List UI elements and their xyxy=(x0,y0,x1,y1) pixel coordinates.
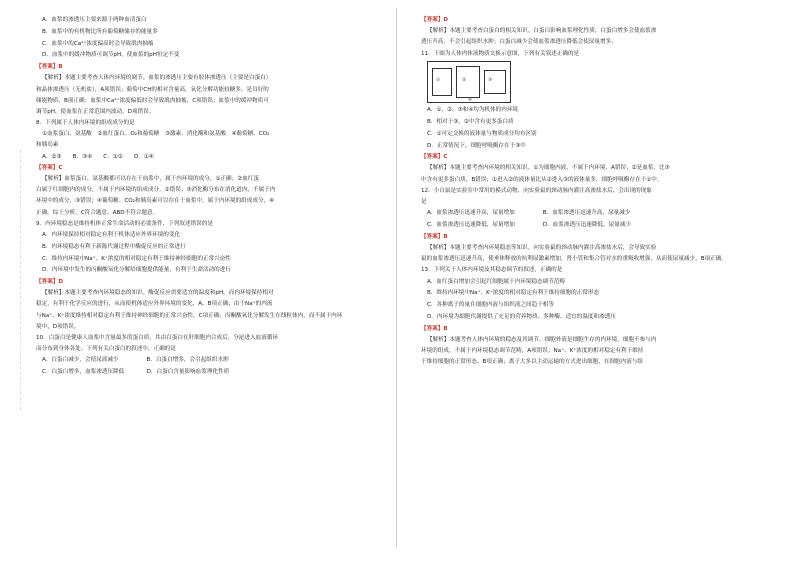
body-fluid-exchange-diagram xyxy=(427,61,511,103)
text-line: 【解析】血浆蛋白、氨基酸都可以存在于血浆中，属于内环境的成分，①正确；②血红蛋 xyxy=(42,176,259,182)
text-line: 和晶体渗透压（无机盐），A项错误；葡萄中CH的相对含量高，氧化分解功能较糖多，是良好的 xyxy=(36,86,269,93)
diagram-label: ① xyxy=(436,78,441,84)
text-line: 与Na⁺、K⁺浓度维持相对稳定有利于维持神经细胞的正常兴奋性，C项正确；丙酮酸氧化分解发生在线粒体内，而不属于内环 xyxy=(36,312,343,319)
choice-option: A．血浆渗透压迅速升高，尿量增加 B．血浆渗透压迅速升高，尿量减少 xyxy=(427,210,631,217)
text-line: 11．下图为人体内体液物质交换示意图，下列有关叙述正确的是 xyxy=(421,50,580,57)
text-line: 稳定，有利于化学反应的进行，从而使机体适应外界环境的变化，A、B项正确；由于Na⁺的内流 xyxy=(36,301,273,308)
choice-option: A．①、②、③和④均为机体的内环境 xyxy=(427,107,519,114)
answer-label: 【答案】D xyxy=(421,17,449,23)
choice-option: A．血浆的渗透压主要来源于两种血清蛋白 xyxy=(42,17,147,23)
text-line: 而分布到身体各处。下列有关白蛋白的叙述中，正确的是 xyxy=(36,346,176,353)
answer-label: 【答案】C xyxy=(36,164,63,171)
diagram-box xyxy=(456,66,480,98)
answer-label: 【答案】B xyxy=(36,64,63,71)
text-line: 和胰岛素 xyxy=(36,142,59,149)
choice-option: C．①可定交换的液体量与物质成分均有区别 xyxy=(427,130,537,137)
left-column xyxy=(36,16,366,380)
answer-label: 【答案】C xyxy=(421,154,448,161)
diagram-label: ② xyxy=(462,78,467,84)
choice-option: B．相对于③，②中含有更多蛋白质 xyxy=(427,118,514,125)
text-line: 白属于红细胞内的成分，不属于内环境的组成成分，②错误；③消化酶分布在消化道内，不属于内 xyxy=(36,187,276,194)
text-line: ①血浆蛋白、氨基酸 ②血红蛋白、O₂和葡萄糖 ③激素、消化酶和氨基酸 ④葡萄糖、CO₂ xyxy=(42,131,270,138)
answer-label: 【答案】B xyxy=(421,233,448,240)
answer-label: 【答案】B xyxy=(421,325,448,332)
choice-option: D．正常情况下，细胞呼吸酶存在于③中 xyxy=(427,142,526,149)
text-line: 【解析】本题主要考查白蛋白的相关知识。白蛋白影响血浆理化性质，白蛋白增多会使血浆渗 xyxy=(427,28,657,35)
text-line: 透压升高，不会引起组织水肿；白蛋白减少会使血浆渗透压降低会使尿量增多。 xyxy=(421,39,617,46)
text-line: 10．白蛋白是健康人血浆中含量最多的蛋白质，其由白蛋白在肝细胞内合成后，分泌进入血液循环 xyxy=(36,335,279,341)
choice-option: D．内环境中发生的丙酮酸氧化分解给细胞提供能量，有利于生命活动的进行 xyxy=(42,267,231,274)
text-line: 环境的组成，不属于内环境稳态调节范畴，A项错误；Na⁺、K⁺浓度的相对稳定有利于维持 xyxy=(421,348,644,355)
text-line: 正确。综上分析，C符合题意，ABD不符合题意。 xyxy=(36,209,159,216)
choice-option: B．血浆中的有机物比所有葡萄糖储存的能量多 xyxy=(42,28,158,35)
choice-option: C．各种离子的量在细胞内液与组织液之间趋于相等 xyxy=(427,302,554,309)
text-line: 调节pH，使血浆在正常范围内波动，D项错误。 xyxy=(36,108,155,115)
text-line: 12．小白鼠是实验室中常用的模式动物，向实验鼠的颈动脉内灌注高渗盐水后，会出现的现象 xyxy=(421,187,652,194)
column-divider xyxy=(396,8,397,548)
text-line: 鼠的血浆渗透压迅速升高，使垂体释放的抗利尿激素增加，肾小管和集合管对水的重吸收增强，从而使尿量减少，B项正确。 xyxy=(421,256,727,263)
diagram-label: ④ xyxy=(468,98,473,104)
diagram-box xyxy=(432,68,452,96)
choice-option: C．血浆中的Ca²⁺浓度偏高时会导致肌肉抽搐 xyxy=(42,40,154,47)
text-line: 13．下列关于人体内环境及其稳态调节的叙述，正确的是 xyxy=(421,267,563,274)
choice-option: C．白蛋白增多，血浆渗透压降低 D．白蛋白含量影响血浆理化性质 xyxy=(42,369,230,376)
text-line: 于维持细胞的正常形态，B项正确；离子大多以主动运输的方式进出细胞，在细胞内液与组 xyxy=(421,359,643,366)
text-line: A．②③ B．③④ C．①② D．①④ xyxy=(42,153,154,160)
text-line: 8．下列属于人体内环境的组成成分的是 xyxy=(36,120,135,127)
text-line: 是 xyxy=(421,199,427,206)
binding-margin xyxy=(6,150,21,410)
choice-option: D．内环境为细胞代谢提供了充足的营养物质、多种酶、适宜的温度和渗透压 xyxy=(427,313,616,320)
choice-option: B．内环境稳态有利于新陈代谢过程中酶促反应的正常进行 xyxy=(42,243,186,250)
text-line: 储能物质，B项正确；血浆中Ca²⁺浓度偏低时会导致肌肉抽搐，C项错误；血浆中的缓冲物质可 xyxy=(36,97,269,104)
choice-option: C．维持内环境中Na⁺、K⁺浓度的相对稳定有利于维持神经细胞的正常兴奋性 xyxy=(42,255,231,262)
diagram-label: ③ xyxy=(488,78,493,84)
text-line: 中含有更多蛋白质，B错误；①进入②的液体量比从②进入③的液体量多，细胞呼吸酶存在于①中。 xyxy=(421,176,663,183)
choice-option: D．血浆中的缓冲物质可调节pH，使血浆的pH恒定不变 xyxy=(42,52,180,59)
text-line: 【解析】本题主要考查内环境的相关知识。①为细胞内液，不属于内环境，A错误；②是血浆，比③ xyxy=(427,165,670,172)
choice-option: C．血浆渗透压迅速降低，尿量增加 D．血浆渗透压迅速降低，尿量减少 xyxy=(427,222,631,228)
right-column xyxy=(421,16,751,369)
text-line: 环境中的成分，③错误；④葡萄糖、CO₂和胰岛素可以存在于血浆中，属于内环境的组成成分，④ xyxy=(36,198,275,205)
text-line: 【解析】本题考查人体内环境的稳态及其调节。细胞外液是细胞生存的内环境，细胞不参与内 xyxy=(427,336,657,343)
text-line: 境中，D项错误。 xyxy=(36,323,80,330)
choice-option: A．内环境保持相对稳定有利于机体适应外界环境的变化 xyxy=(42,231,181,238)
choice-option: A．血红蛋白增加会引起红细胞属于内环境稳态调节范畴 xyxy=(427,278,566,285)
text-line: 【解析】本题主要考查人体内环境的调节。血浆的渗透压主要有胶体渗透压（主要是白蛋白） xyxy=(42,75,272,82)
text-line: 【解析】本题主要考查内环境稳态等知识。向实验鼠的颈动脉内灌注高渗盐水后，会导致实验 xyxy=(427,244,657,251)
text-line: 【解析】本题主要考查内环境稳态的知识。酶促反应需要适宜的温度和pH，而内环境保持相对 xyxy=(42,290,274,297)
answer-label: 【答案】D xyxy=(36,279,64,286)
choice-option: A．白蛋白减少，会使尿液减少 B．白蛋白增多，会引起组织水肿 xyxy=(42,357,229,364)
text-line: 9．内环境稳态是维持机体正常生命活动的必要条件，下列叙述错误的是 xyxy=(36,220,213,227)
choice-option: B．维持内环境中Na⁺、K⁺浓度的相对稳定有利于维持细胞的正常形态 xyxy=(427,290,600,297)
